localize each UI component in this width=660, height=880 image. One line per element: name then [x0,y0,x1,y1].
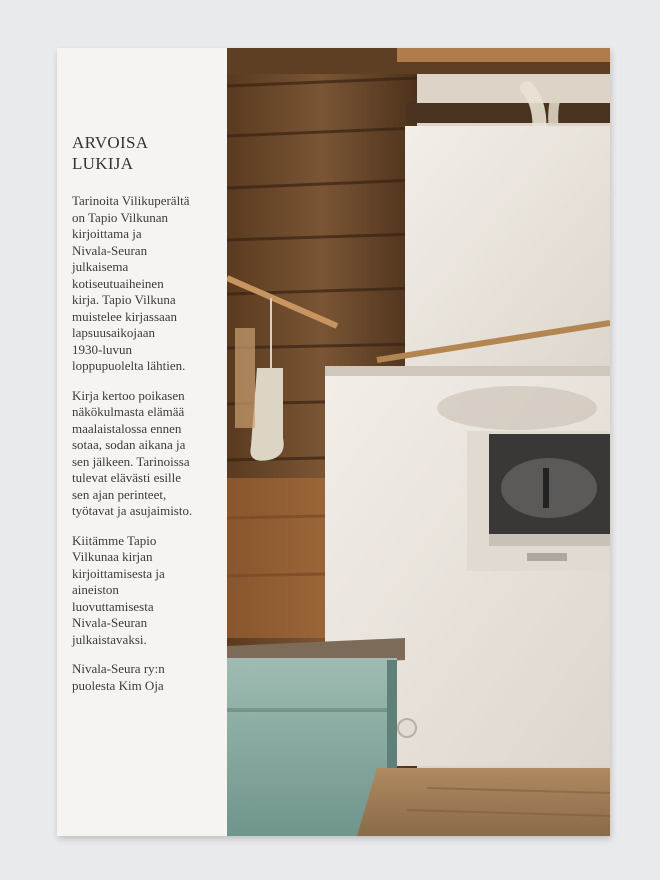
text-panel [57,48,227,836]
cover-heading: ARVOISA LUKIJA [72,133,149,173]
book-back-cover [57,48,610,836]
stove-beam [407,103,610,123]
paragraph-story: Kirja kertoo poikasen näkökulmasta elämää maalaistalossa ennen sotaa, sodan aikana ja sen jälkeen. Tarinoissa tulevat elävästi esille sen ajan perinteet, työtavat ja asujaimisto. [72,387,193,518]
paragraph-thanks: Kiitämme Tapio Vilkunaa kirjan kirjoittamisesta ja aineiston luovuttamisesta Nivala-Seuran julkaistavaksi. [72,532,165,647]
paragraph-signature: Nivala-Seura ry:n puolesta Kim Oja [72,661,165,693]
wooden-floor [357,768,610,836]
paragraph-intro: Tarinoita Vilikuperältä on Tapio Vilkunan kirjoittama ja Nivala-Seuran julkaisema kotiseutuaiheinen kirja. Tapio Vilkuna muistelee kirjassaan lapsuusaikojaan 1930-luvun loppupuolelta lähtien. [72,193,190,373]
farmhouse-interior-illustration [227,48,610,836]
cover-photo [227,48,610,836]
